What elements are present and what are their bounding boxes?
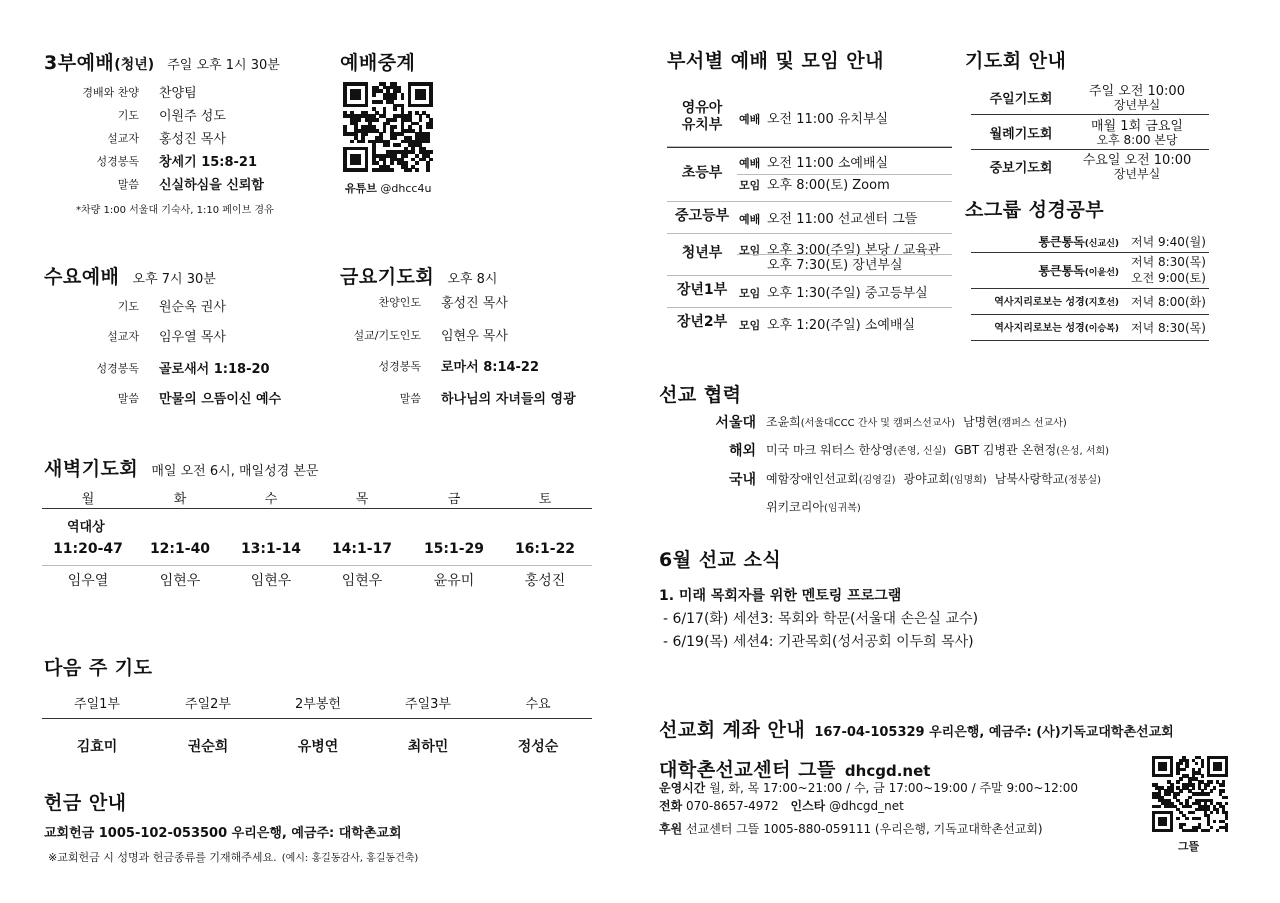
broadcast-caption bbox=[345, 180, 431, 196]
order-label: 설교자 bbox=[107, 330, 139, 343]
dept-line bbox=[739, 314, 915, 333]
dept-title: 부서별 예배 및 모임 안내 bbox=[667, 50, 884, 72]
mission-partner: 남명현 bbox=[963, 415, 998, 429]
order-value: 창세기 15:8-21 bbox=[159, 155, 258, 170]
dept-line-text: 오후 3:00(주일) 본당 / 교육관 bbox=[767, 243, 941, 258]
dept-line-text: 오후 1:30(주일) 중고등부실 bbox=[767, 286, 928, 301]
pm-line2: 장년부실 bbox=[1113, 98, 1161, 112]
order-label: 기도 bbox=[117, 109, 139, 122]
sg-divider bbox=[971, 314, 1209, 315]
dawn-passage: 16:1-22 bbox=[514, 541, 576, 557]
order-label: 경배와 찬양 bbox=[82, 86, 139, 99]
dawn-day: 토 bbox=[538, 492, 552, 507]
dept-line-text: 오전 11:00 선교센터 그뜰 bbox=[767, 212, 918, 227]
offering-note bbox=[48, 846, 418, 865]
dept-line-text: 오후 1:20(주일) 소예배실 bbox=[767, 318, 916, 333]
order-value: 신실하심을 신뢰함 bbox=[159, 178, 264, 193]
dawn-day: 수 bbox=[264, 492, 278, 507]
order-value: 임우열 목사 bbox=[159, 330, 226, 345]
dept-line-text: 오전 11:00 소예배실 bbox=[767, 156, 889, 171]
mission-line bbox=[766, 413, 1075, 430]
offering-note-example: (예시: 홍길동감사, 홍길동건축) bbox=[281, 853, 419, 864]
dept-row-divider bbox=[667, 307, 952, 308]
pm-name: 월례기도회 bbox=[989, 127, 1053, 142]
center-support-label: 후원 bbox=[659, 822, 683, 836]
center-phone: 070-8657-4972 bbox=[686, 799, 779, 813]
order-label: 말씀 bbox=[117, 178, 139, 191]
mission-line bbox=[766, 441, 1117, 458]
center-site[interactable]: dhcgd.net bbox=[844, 762, 931, 780]
sg-study: 통큰통독 bbox=[1038, 264, 1085, 278]
order-label: 말씀 bbox=[399, 392, 421, 405]
worship3-time: 주일 오후 1시 30분 bbox=[167, 58, 280, 73]
center-insta: @dhcgd_net bbox=[829, 799, 904, 813]
mission-partner-detail: (임귀복) bbox=[823, 503, 861, 514]
center-qr-code[interactable] bbox=[1152, 756, 1228, 832]
order-value: 홍성진 목사 bbox=[441, 296, 508, 311]
dept-line bbox=[739, 282, 928, 301]
order-label: 설교자 bbox=[107, 132, 139, 145]
sg-time: 오전 9:00(토) bbox=[1131, 271, 1206, 285]
sg-name bbox=[971, 319, 1119, 334]
dept-line-tag: 모임 bbox=[739, 287, 761, 300]
pm-name: 주일기도회 bbox=[989, 92, 1053, 107]
dept-line bbox=[739, 152, 888, 171]
dept-name: 중고등부 bbox=[674, 208, 730, 224]
fri-title: 금요기도회 bbox=[340, 266, 435, 288]
offering-title: 헌금 안내 bbox=[44, 792, 127, 814]
worship3-title: 3부예배 bbox=[44, 52, 115, 74]
wed-title: 수요예배 bbox=[44, 266, 120, 288]
dept-line bbox=[739, 254, 903, 273]
wed-header bbox=[44, 262, 216, 289]
order-label: 찬양인도 bbox=[378, 296, 421, 309]
worship3-title-suffix: (청년) bbox=[114, 57, 155, 73]
prayer-name: 정성순 bbox=[517, 739, 559, 755]
pm-line2: 오후 8:00 본당 bbox=[1096, 133, 1178, 147]
offering-note-main: ※교회헌금 시 성명과 헌금종류를 기재해주세요. bbox=[48, 851, 277, 864]
dawn-leader: 임현우 bbox=[250, 573, 292, 589]
dawn-leader: 홍성진 bbox=[524, 573, 566, 589]
dept-line-tag: 예배 bbox=[739, 113, 761, 126]
mission-label: 서울대 bbox=[715, 415, 756, 431]
fri-time: 오후 8시 bbox=[447, 272, 498, 287]
center-qr-caption: 그뜰 bbox=[1178, 840, 1200, 853]
broadcast-qr-code[interactable] bbox=[343, 82, 433, 172]
dawn-header-divider bbox=[42, 508, 592, 509]
dawn-passage: 11:20-47 bbox=[53, 541, 123, 557]
center-support-value: 선교센터 그뜰 1005-880-059111 (우리은행, 기독교대학촌선교회) bbox=[686, 822, 1043, 836]
order-label: 설교/기도인도 bbox=[353, 329, 421, 342]
worship3-header bbox=[44, 48, 280, 75]
dawn-leader: 임현우 bbox=[341, 573, 383, 589]
mission-partner: 미국 마크 워터스 한상영 bbox=[766, 443, 894, 457]
sg-divider bbox=[971, 340, 1209, 341]
mission-partner-detail: (서울대CCC 간사 및 캠퍼스선교사) bbox=[800, 418, 955, 429]
center-insta-label: 인스타 bbox=[790, 799, 826, 813]
dawn-passage: 14:1-17 bbox=[331, 541, 393, 557]
dept-divider-strong bbox=[667, 147, 952, 148]
mission-partner-detail: (임명희) bbox=[949, 475, 987, 486]
dawn-day: 금 bbox=[447, 492, 461, 507]
order-value: 로마서 8:14-22 bbox=[441, 360, 540, 375]
pm-line1: 매월 1회 금요일 bbox=[1091, 119, 1183, 134]
dept-row-divider bbox=[667, 275, 952, 276]
wed-time: 오후 7시 30분 bbox=[132, 272, 216, 287]
dept-line bbox=[739, 208, 917, 227]
dept-line bbox=[739, 174, 890, 193]
pm-name: 중보기도회 bbox=[989, 161, 1053, 176]
pm-line1: 주일 오전 10:00 bbox=[1089, 84, 1185, 99]
dept-row-divider bbox=[667, 233, 952, 234]
dept-name: 영유아 유치부 bbox=[681, 100, 723, 133]
dawn-passage: 15:1-29 bbox=[423, 541, 485, 557]
prayer-name: 최하민 bbox=[407, 739, 449, 755]
sg-study: 통큰통독 bbox=[1038, 234, 1085, 249]
dawn-book: 역대상 bbox=[67, 520, 105, 535]
prayer-meetings-title: 기도회 안내 bbox=[965, 50, 1067, 72]
broadcast-title: 예배중계 bbox=[340, 52, 416, 74]
sg-time: 저녁 8:30(목) bbox=[1131, 255, 1206, 269]
mission-partner: 예함장애인선교회 bbox=[766, 472, 859, 486]
prayer-role: 2부봉헌 bbox=[295, 697, 341, 712]
june-news-item-1: - 6/17(화) 세션3: 목회와 학문(서울대 손은실 교수) bbox=[663, 611, 979, 627]
worship3-note: *차량 1:00 서울대 기숙사, 1:10 페이브 경유 bbox=[76, 205, 274, 216]
mission-title: 선교 협력 bbox=[659, 384, 742, 406]
mission-partner-detail: (은성, 서희) bbox=[1056, 446, 1110, 457]
dept-name: 장년1부 bbox=[676, 282, 728, 298]
dawn-passage: 12:1-40 bbox=[149, 541, 211, 557]
dawn-day: 화 bbox=[173, 492, 187, 507]
sg-leader: (신교신) bbox=[1084, 238, 1119, 249]
mission-partner-detail: (김영길) bbox=[858, 475, 896, 486]
sg-leader: (이윤선) bbox=[1084, 268, 1119, 278]
dept-name: 장년2부 bbox=[676, 314, 728, 330]
june-news-title: 6월 선교 소식 bbox=[659, 549, 782, 571]
sg-time: 저녁 8:30(목) bbox=[1131, 321, 1206, 335]
sg-name bbox=[971, 233, 1119, 250]
dept-name: 초등부 bbox=[681, 164, 723, 181]
dept-line-tag: 예배 bbox=[739, 213, 761, 226]
prayer-role: 주일2부 bbox=[185, 697, 231, 712]
prayer-role: 주일3부 bbox=[405, 697, 451, 712]
mission-partner: 위키코리아 bbox=[766, 500, 824, 514]
center-hours bbox=[659, 779, 1078, 796]
pm-line1: 수요일 오전 10:00 bbox=[1082, 153, 1192, 168]
dawn-header bbox=[44, 454, 318, 481]
order-label: 말씀 bbox=[117, 392, 139, 405]
mission-partner: 조윤희 bbox=[766, 415, 801, 429]
order-value: 임현우 목사 bbox=[441, 329, 508, 344]
dept-line-text: 오전 11:00 유치부실 bbox=[767, 112, 889, 127]
june-news-item-2: - 6/19(목) 세션4: 기관목회(성서공회 이두희 목사) bbox=[663, 634, 974, 650]
order-value: 하나님의 자녀들의 영광 bbox=[441, 392, 576, 407]
mission-partner-detail: (캠퍼스 선교사) bbox=[997, 418, 1067, 429]
sg-time: 저녁 8:00(화) bbox=[1131, 295, 1206, 309]
dawn-passage: 13:1-14 bbox=[240, 541, 302, 557]
dawn-leader: 임현우 bbox=[159, 573, 201, 589]
dawn-leader: 임우열 bbox=[67, 573, 109, 589]
mission-partner: 남북사랑학교 bbox=[994, 472, 1065, 486]
center-contact bbox=[659, 797, 904, 814]
dept-row-divider bbox=[667, 201, 952, 202]
sg-time: 저녁 9:40(월) bbox=[1131, 234, 1206, 249]
sg-divider bbox=[971, 288, 1209, 289]
order-label: 기도 bbox=[117, 300, 139, 313]
center-title: 대학촌선교센터 그뜰 bbox=[659, 759, 836, 781]
center-hours-value: 월, 화, 목 17:00~21:00 / 수, 금 17:00~19:00 / 주말 9:00~12:00 bbox=[709, 781, 1079, 795]
dawn-time: 매일 오전 6시, 매일성경 본문 bbox=[151, 464, 319, 479]
mission-account bbox=[659, 715, 1174, 742]
mission-label: 해외 bbox=[728, 443, 756, 459]
mission-account-title: 선교회 계좌 안내 bbox=[659, 719, 806, 741]
mission-partner: GBT 김병관 온현정 bbox=[954, 443, 1057, 457]
prayer-name: 김효미 bbox=[76, 739, 118, 755]
mission-label: 국내 bbox=[728, 472, 756, 488]
center-hours-label: 운영시간 bbox=[659, 781, 706, 795]
dawn-day: 월 bbox=[81, 492, 95, 507]
dept-line-text: 오후 8:00(토) Zoom bbox=[767, 177, 890, 193]
dept-line bbox=[739, 108, 888, 127]
dept-line-tag: 모임 bbox=[739, 319, 761, 332]
prayer-name: 권순희 bbox=[187, 739, 229, 755]
order-value: 홍성진 목사 bbox=[159, 132, 226, 147]
center-support bbox=[659, 820, 1043, 837]
youtube-handle: @dhcc4u bbox=[380, 182, 432, 195]
order-value: 원순옥 권사 bbox=[159, 300, 226, 315]
fri-header bbox=[340, 262, 497, 289]
dawn-row-divider bbox=[42, 565, 592, 566]
order-value: 찬양팀 bbox=[159, 86, 197, 101]
mission-line bbox=[766, 498, 869, 515]
dawn-leader: 윤유미 bbox=[433, 573, 475, 589]
sg-leader: (이승복) bbox=[1084, 324, 1119, 334]
prayer-name: 유병연 bbox=[297, 739, 339, 755]
sg-leader: (지호선) bbox=[1084, 298, 1119, 308]
sg-study: 역사지리로보는 성경 bbox=[994, 297, 1085, 308]
center-header bbox=[659, 755, 930, 782]
prayer-role: 수요 bbox=[525, 697, 551, 712]
next-prayer-title: 다음 주 기도 bbox=[44, 657, 153, 679]
mission-line bbox=[766, 470, 1109, 487]
sg-name bbox=[971, 293, 1119, 308]
prayer-role: 주일1부 bbox=[74, 697, 120, 712]
sg-study: 역사지리로보는 성경 bbox=[994, 323, 1085, 334]
youtube-label: 유튜브 bbox=[345, 182, 377, 195]
order-label: 성경봉독 bbox=[96, 155, 139, 168]
offering-account: 교회헌금 1005-102-053500 우리은행, 예금주: 대학촌교회 bbox=[44, 826, 402, 841]
dawn-title: 새벽기도회 bbox=[44, 458, 139, 480]
next-prayer-divider bbox=[42, 718, 592, 719]
dept-line-tag: 모임 bbox=[739, 244, 761, 257]
dawn-day: 목 bbox=[355, 492, 369, 507]
dept-line-text: 오후 7:30(토) 장년부실 bbox=[767, 258, 903, 273]
order-value: 만물의 으뜸이신 예수 bbox=[159, 392, 282, 407]
order-label: 성경봉독 bbox=[96, 362, 139, 375]
dept-name: 청년부 bbox=[681, 245, 723, 261]
order-value: 이원주 성도 bbox=[159, 109, 226, 124]
mission-partner-detail: (정봉실) bbox=[1064, 475, 1102, 486]
june-news-item-title: 1. 미래 목회자를 위한 멘토링 프로그램 bbox=[659, 588, 902, 604]
dept-line-tag: 예배 bbox=[739, 157, 761, 170]
small-group-title: 소그룹 성경공부 bbox=[965, 199, 1105, 221]
order-value: 골로새서 1:18-20 bbox=[159, 362, 270, 377]
dept-line-tag: 모임 bbox=[739, 178, 761, 192]
order-label: 성경봉독 bbox=[378, 360, 421, 373]
sg-name bbox=[971, 262, 1119, 279]
center-phone-label: 전화 bbox=[659, 799, 683, 813]
mission-partner: 광야교회 bbox=[903, 472, 950, 486]
pm-line2: 장년부실 bbox=[1113, 167, 1161, 181]
mission-account-detail: 167-04-105329 우리은행, 예금주: (사)기독교대학촌선교회 bbox=[814, 725, 1174, 740]
mission-partner-detail: (존영, 신실) bbox=[893, 446, 947, 457]
